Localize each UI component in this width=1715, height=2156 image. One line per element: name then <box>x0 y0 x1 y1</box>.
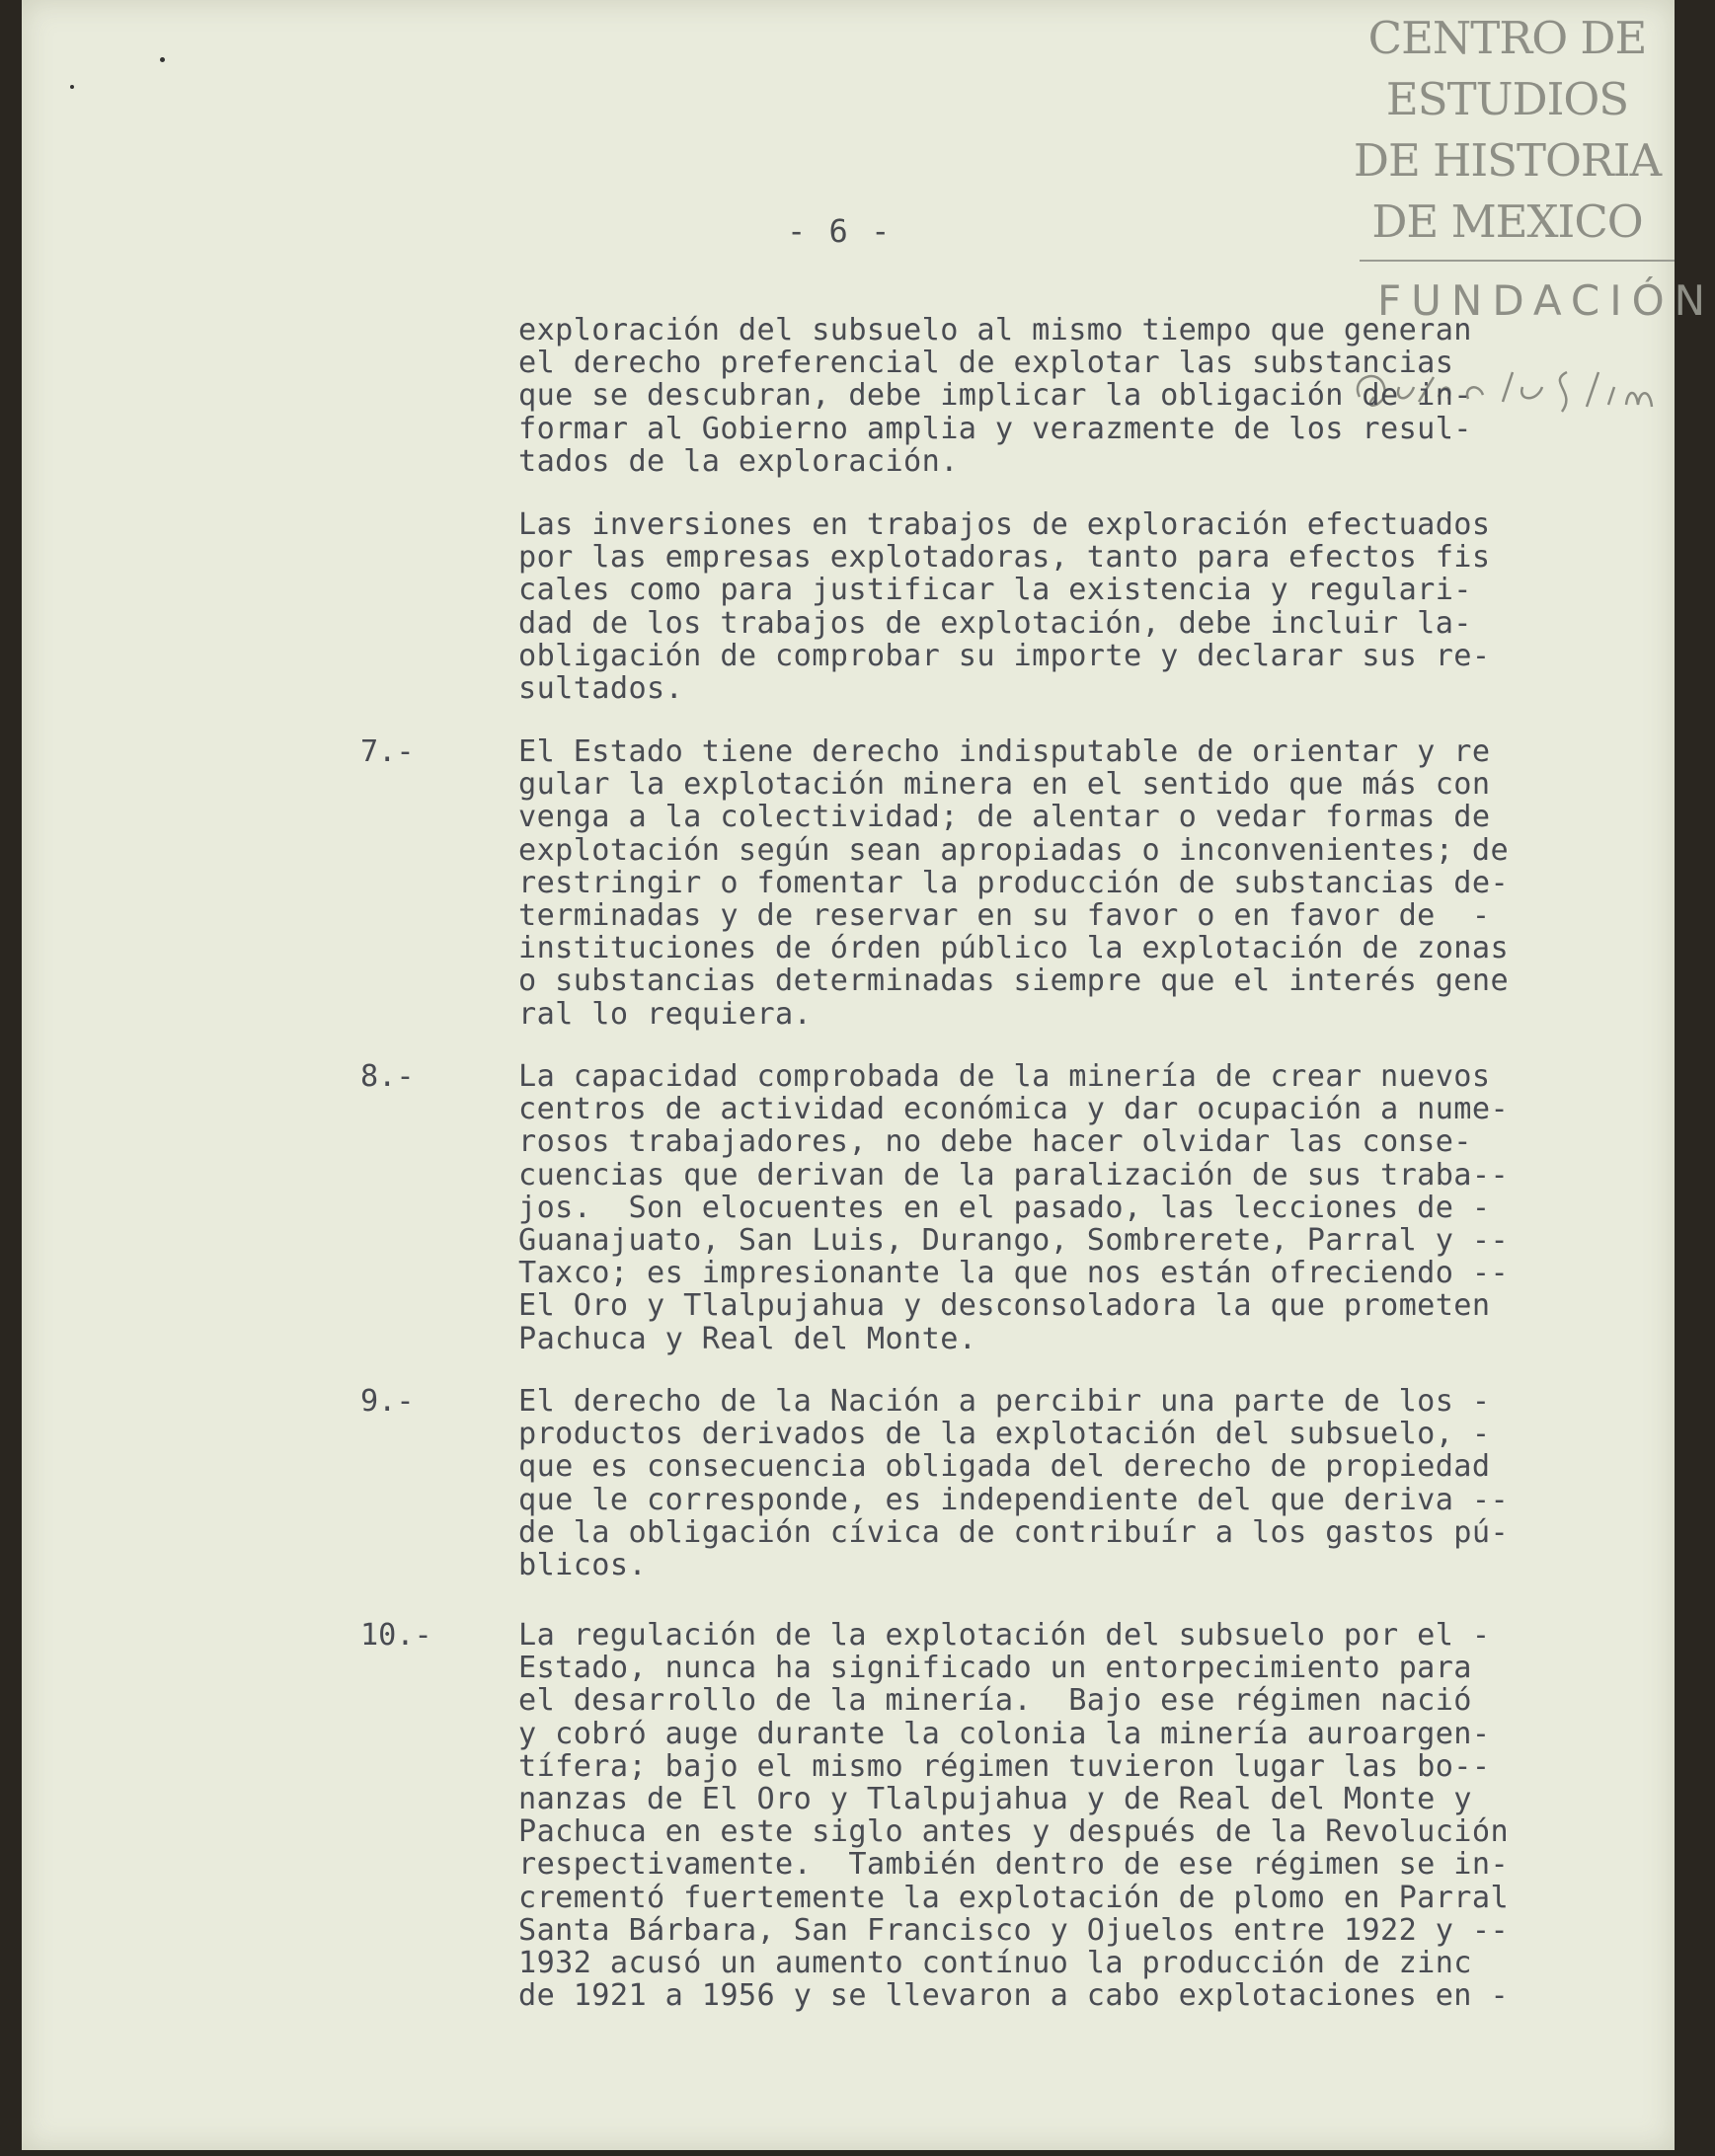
text-line: de la obligación cívica de contribuír a los gastos pú- <box>518 1514 1510 1550</box>
text-line: que se descubran, debe implicar la obligación de in- <box>518 378 1472 414</box>
stamp-divider <box>1360 260 1675 262</box>
text-line: Taxco; es impresionante la que nos están ofreciendo -- <box>518 1256 1510 1291</box>
text-line: gular la explotación minera en el sentido que más con <box>518 767 1491 803</box>
text-line: cuencias que derivan de la paralización de sus traba-- <box>518 1157 1510 1193</box>
text-line: explotación según sean apropiadas o inconvenientes; de <box>518 832 1510 868</box>
text-line: centros de actividad económica y dar ocupación a nume- <box>518 1092 1510 1127</box>
text-line: nanzas de El Oro y Tlalpujahua y de Real del Monte y <box>518 1782 1472 1817</box>
stamp-line: ESTUDIOS <box>1385 73 1629 125</box>
text-line: el desarrollo de la minería. Bajo ese régimen nació <box>518 1683 1472 1719</box>
text-line: que le corresponde, es independiente del que deriva -- <box>518 1482 1510 1517</box>
text-line: blicos. <box>518 1548 648 1583</box>
archive-stamp <box>1340 8 1715 325</box>
page-number: - 6 - <box>787 212 893 250</box>
text-line: Las inversiones en trabajos de exploración efectuados <box>518 507 1491 542</box>
text-line: El Oro y Tlalpujahua y desconsoladora la que prometen <box>518 1288 1491 1324</box>
stamp-line: DE MEXICO <box>1371 195 1643 248</box>
paragraph <box>518 735 1644 1031</box>
stamp-line: CENTRO DE <box>1367 12 1647 64</box>
text-line: El derecho de la Nación a percibir una parte de los - <box>518 1384 1491 1419</box>
paragraph <box>518 1619 1644 2012</box>
document-page <box>22 0 1715 2150</box>
paragraph <box>518 1060 1644 1355</box>
text-line: que es consecuencia obligada del derecho de propiedad <box>518 1449 1491 1485</box>
text-line: y cobró auge durante la colonia la minería auroargen- <box>518 1716 1491 1751</box>
text-line: por las empresas explotadoras, tanto para efectos fis <box>518 540 1491 576</box>
text-line: crementó fuertemente la explotación de plomo en Parral <box>518 1880 1510 1915</box>
text-line: cales como para justificar la existencia y regulari- <box>518 573 1472 608</box>
text-line: venga a la colectividad; de alentar o vedar formas de <box>518 800 1491 835</box>
paragraph <box>518 1385 1644 1581</box>
text-line: exploración del subsuelo al mismo tiempo que generan <box>518 313 1472 347</box>
text-line: tífera; bajo el mismo régimen tuvieron lugar las bo-- <box>518 1748 1491 1784</box>
dust-speck <box>70 85 74 89</box>
text-line: terminadas y de reservar en su favor o en favor de - <box>518 898 1491 934</box>
text-line: La regulación de la explotación del subsuelo por el - <box>518 1618 1491 1653</box>
text-line: el derecho preferencial de explotar las substancias <box>518 346 1454 381</box>
text-line: sultados. <box>518 671 684 707</box>
text-line: o substancias determinadas siempre que el interés gene <box>518 963 1510 999</box>
text-line: Guanajuato, San Luis, Durango, Sombrerete, Parral y -- <box>518 1223 1510 1259</box>
text-line: productos derivados de la explotación del subsuelo, - <box>518 1417 1491 1452</box>
stamp-line: DE HISTORIA <box>1353 134 1662 187</box>
text-line: formar al Gobierno amplia y verazmente de los resul- <box>518 411 1472 446</box>
text-line: ral lo requiera. <box>518 996 813 1032</box>
stamp-foundation: FUNDACIÓN <box>1377 276 1715 325</box>
text-line: de 1921 a 1956 y se llevaron a cabo explotaciones en - <box>518 1978 1510 2014</box>
text-line: Pachuca y Real del Monte. <box>518 1321 977 1356</box>
text-line: jos. Son elocuentes en el pasado, las lecciones de - <box>518 1190 1491 1225</box>
paragraph <box>518 314 1644 478</box>
paragraph-number: 7.- <box>360 734 415 769</box>
dust-speck <box>160 57 165 62</box>
paragraph-number: 9.- <box>360 1384 415 1419</box>
text-line: El Estado tiene derecho indisputable de orientar y re <box>518 734 1491 769</box>
text-line: restringir o fomentar la producción de substancias de- <box>518 865 1510 900</box>
paragraph-number: 10.- <box>360 1618 432 1653</box>
text-line: Pachuca en este siglo antes y después de la Revolución <box>518 1814 1510 1850</box>
text-line: dad de los trabajos de explotación, debe incluir la- <box>518 605 1472 641</box>
text-line: 1932 acusó un aumento contínuo la producción de zinc <box>518 1946 1472 1981</box>
text-line: obligación de comprobar su importe y declarar sus re- <box>518 638 1491 673</box>
paragraph-number: 8.- <box>360 1059 415 1094</box>
text-line: instituciones de órden público la explotación de zonas <box>518 931 1510 966</box>
text-line: tados de la exploración. <box>518 443 959 479</box>
text-line: La capacidad comprobada de la minería de crear nuevos <box>518 1059 1491 1094</box>
paragraph <box>518 508 1644 705</box>
text-line: Santa Bárbara, San Francisco y Ojuelos entre 1922 y -- <box>518 1912 1510 1948</box>
text-line: respectivamente. También dentro de ese régimen se in- <box>518 1847 1510 1883</box>
text-line: rosos trabajadores, no debe hacer olvidar las conse- <box>518 1124 1472 1160</box>
text-line: Estado, nunca ha significado un entorpecimiento para <box>518 1651 1472 1686</box>
